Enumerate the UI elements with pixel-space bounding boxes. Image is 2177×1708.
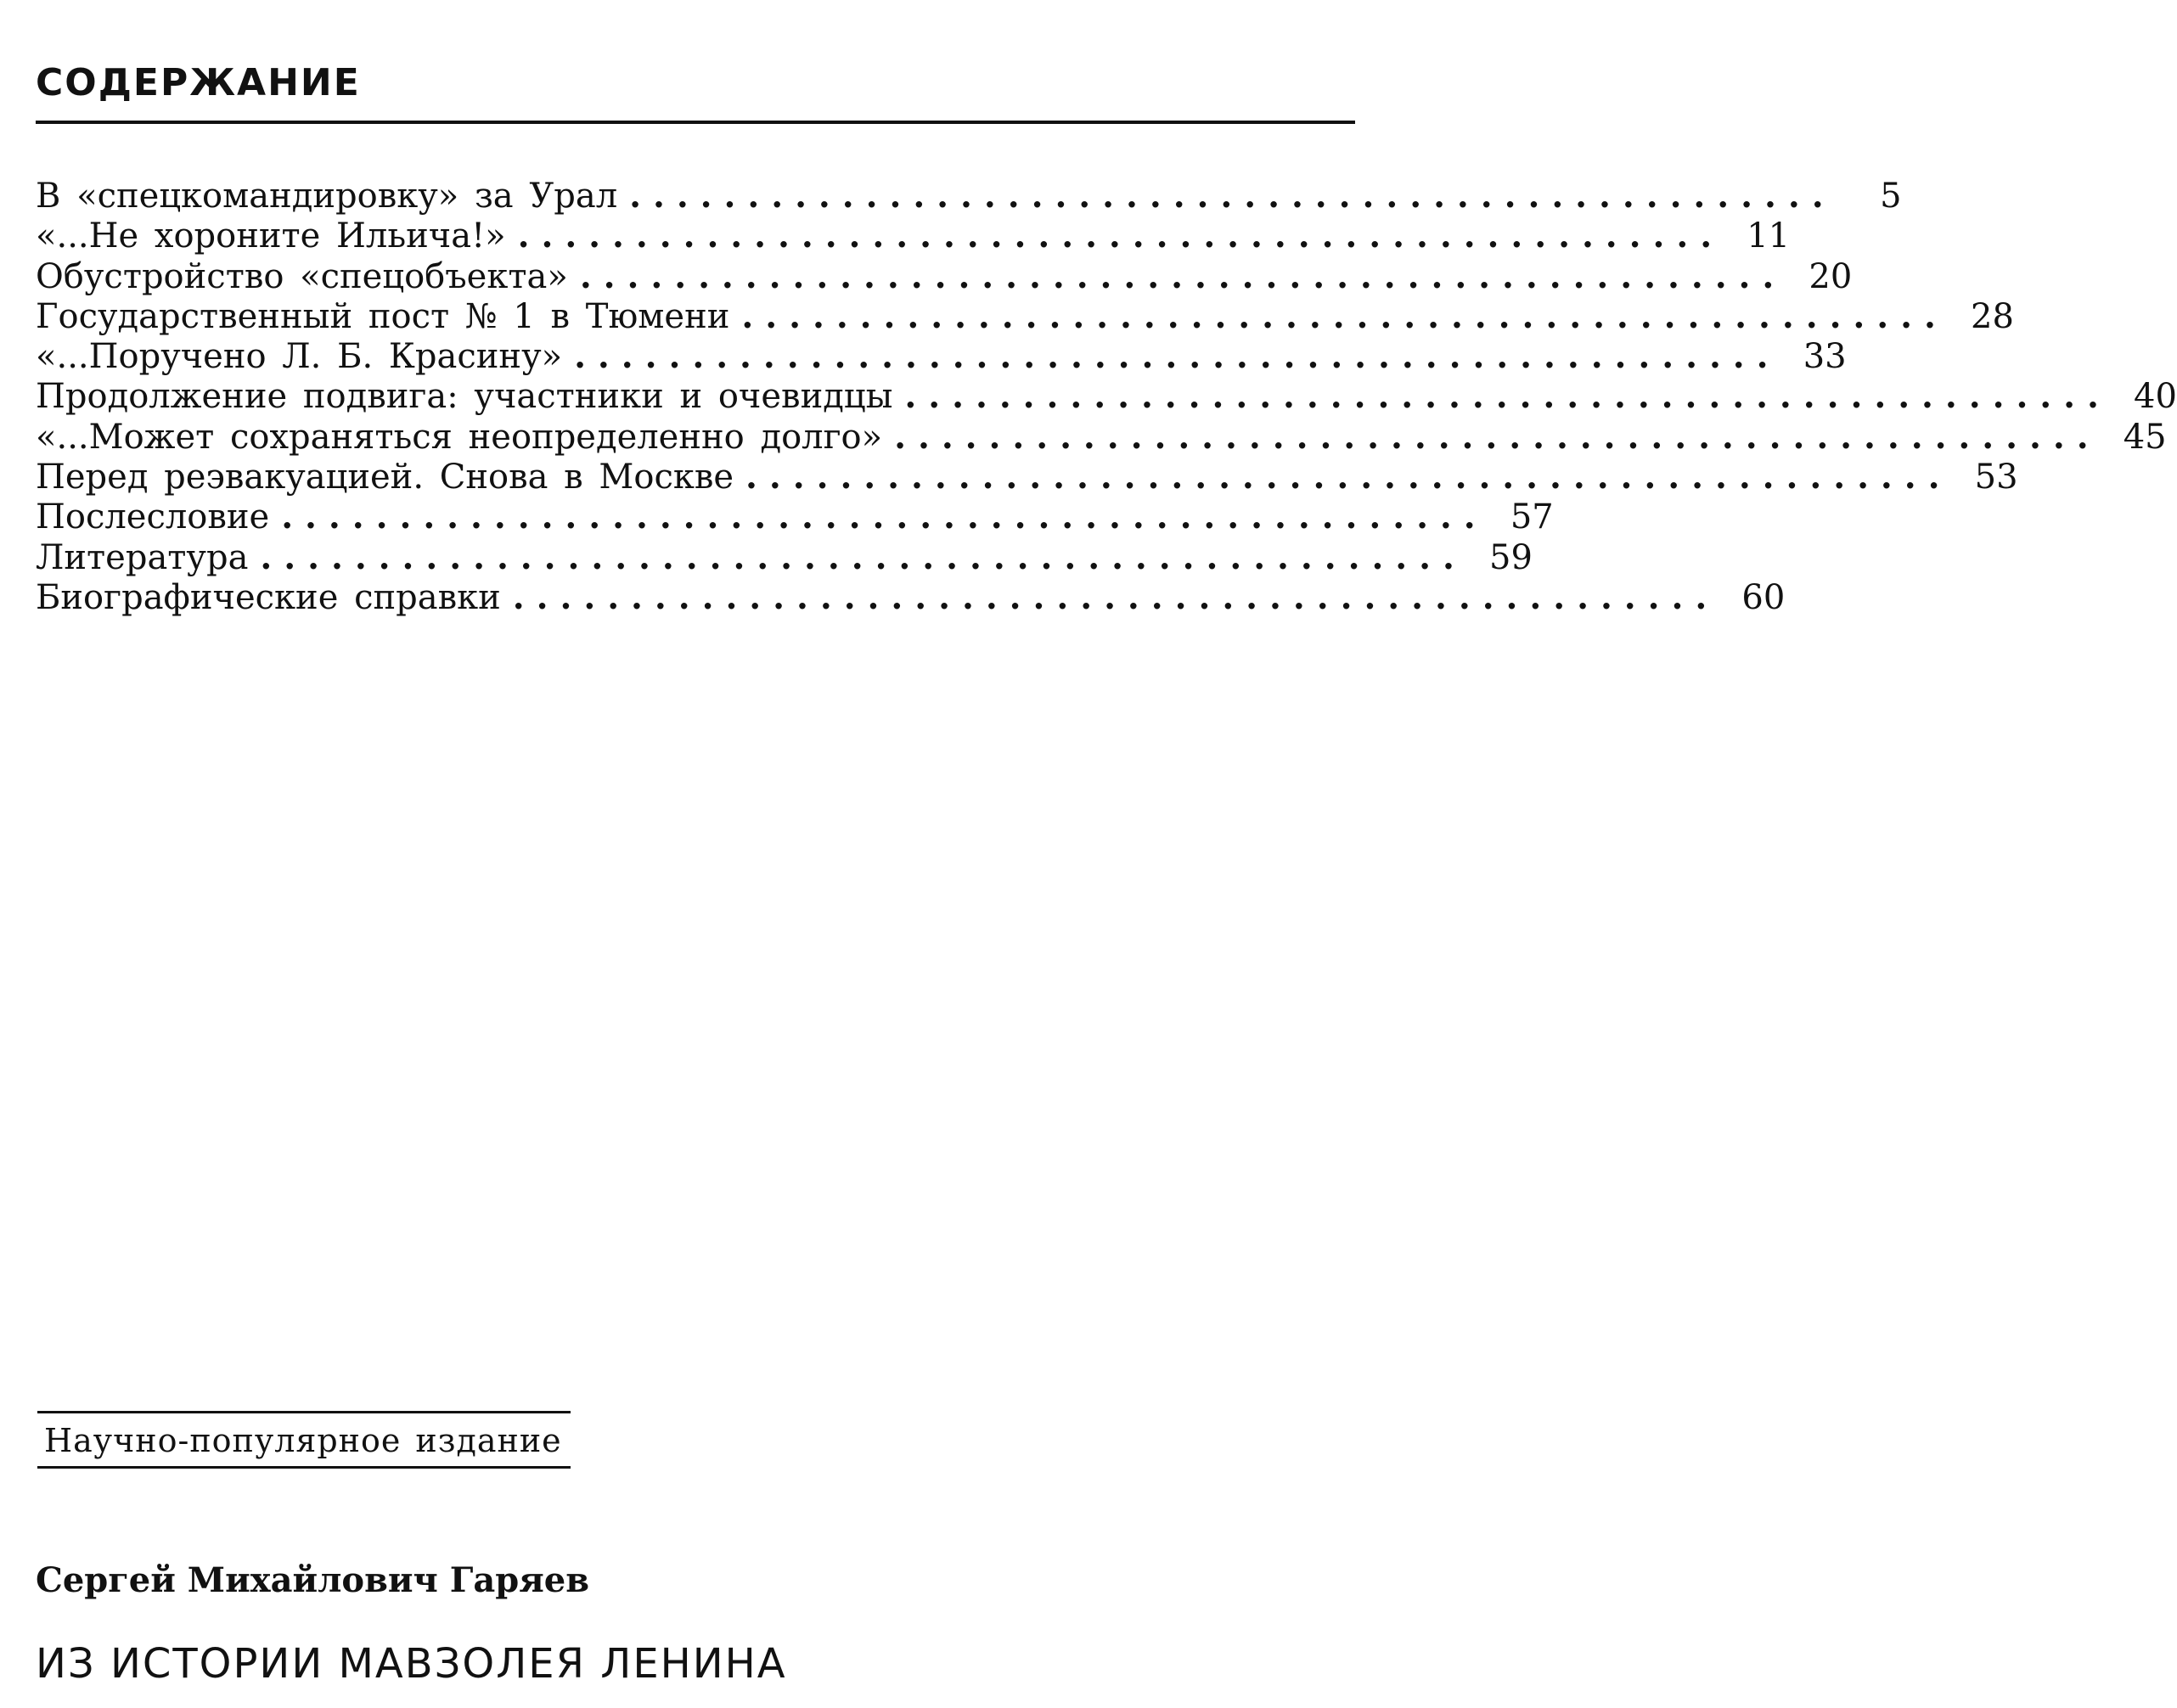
toc-entry-8[interactable] <box>36 457 2018 497</box>
toc-entry-title: «...Поручено Л. Б. Красину» <box>36 337 563 377</box>
table-of-contents <box>36 176 2177 617</box>
toc-entry-page: 45 <box>2123 417 2167 457</box>
toc-entry-10[interactable] <box>36 537 1533 577</box>
toc-leader-dots: . . . . . . . . . . . . . . . . . . . . . . . . . . . . . . . . . . . . . . . . . . . . . . . . . . . <box>741 295 1936 336</box>
toc-entry-7[interactable] <box>36 416 2167 457</box>
toc-leader-dots: . . . . . . . . . . . . . . . . . . . . . . . . . . . . . . . . . . . . . . . . . . . . . . . . . . . <box>904 376 2099 417</box>
toc-entry-title: «...Может сохраняться неопределенно долго» <box>36 417 883 457</box>
toc-entry-page: 57 <box>1510 497 1554 537</box>
toc-entry-title: Послесловие <box>36 497 270 537</box>
toc-entry-title: В «спецкомандировку» за Урал <box>36 177 618 216</box>
author-name: Сергей Михайлович Гаряев <box>36 1560 590 1600</box>
toc-entry-6[interactable] <box>36 376 2177 417</box>
toc-entry-page: 60 <box>1741 577 1786 617</box>
edition-type-label: Научно-популярное издание <box>37 1411 571 1469</box>
toc-entry-title: Продолжение подвига: участники и очевидцы <box>36 377 893 417</box>
page-title: СОДЕРЖАНИЕ <box>36 61 361 104</box>
toc-entry-page: 28 <box>1971 296 2014 336</box>
book-title: ИЗ ИСТОРИИ МАВЗОЛЕЯ ЛЕНИНА <box>36 1640 787 1688</box>
toc-entry-title: Биографические справки <box>36 577 501 617</box>
toc-entry-2[interactable] <box>36 216 1791 256</box>
toc-leader-dots: . . . . . . . . . . . . . . . . . . . . . . . . . . . . . . . . . . . . . . . . . . . . . . . . . . . <box>745 457 1940 497</box>
toc-entry-page: 11 <box>1747 216 1791 256</box>
toc-entry-1[interactable] <box>36 176 1902 216</box>
toc-entry-page: 59 <box>1489 537 1533 577</box>
toc-leader-dots: . . . . . . . . . . . . . . . . . . . . . . . . . . . . . . . . . . . . . . . . . . . . . . . . . . . <box>894 416 2089 457</box>
toc-leader-dots: . . . . . . . . . . . . . . . . . . . . . . . . . . . . . . . . . . . . . . . . . . . . . . . . . . . <box>281 497 1476 537</box>
toc-entry-5[interactable] <box>36 336 1847 377</box>
toc-leader-dots: . . . . . . . . . . . . . . . . . . . . . . . . . . . . . . . . . . . . . . . . . . . . . . . . . . . <box>629 176 1824 216</box>
toc-entry-page: 5 <box>1880 177 1902 216</box>
toc-entry-11[interactable] <box>36 576 1786 617</box>
toc-leader-dots: . . . . . . . . . . . . . . . . . . . . . . . . . . . . . . . . . . . . . . . . . . . . . . . . . . . <box>512 576 1707 617</box>
toc-entry-title: Перед реэвакуацией. Снова в Москве <box>36 458 734 497</box>
toc-entry-9[interactable] <box>36 497 1554 537</box>
toc-entry-page: 33 <box>1803 337 1847 377</box>
toc-entry-title: Литература <box>36 537 249 577</box>
toc-leader-dots: . . . . . . . . . . . . . . . . . . . . . . . . . . . . . . . . . . . . . . . . . . . . . . . . . . . <box>579 256 1775 296</box>
toc-entry-title: Обустройство «спецобъекта» <box>36 256 568 296</box>
title-rule <box>36 121 1355 124</box>
toc-leader-dots: . . . . . . . . . . . . . . . . . . . . . . . . . . . . . . . . . . . . . . . . . . . . . . . . . . . <box>260 537 1454 577</box>
toc-entry-title: «...Не хороните Ильича!» <box>36 216 506 256</box>
toc-leader-dots: . . . . . . . . . . . . . . . . . . . . . . . . . . . . . . . . . . . . . . . . . . . . . . . . . . . <box>574 336 1769 377</box>
toc-leader-dots: . . . . . . . . . . . . . . . . . . . . . . . . . . . . . . . . . . . . . . . . . . . . . . . . . . . <box>517 216 1713 256</box>
toc-entry-4[interactable] <box>36 295 2014 336</box>
toc-entry-title: Государственный пост № 1 в Тюмени <box>36 296 730 336</box>
toc-entry-page: 40 <box>2134 377 2177 417</box>
toc-entry-page: 20 <box>1809 256 1853 296</box>
toc-entry-page: 53 <box>1974 458 2018 497</box>
toc-entry-3[interactable] <box>36 256 1853 296</box>
